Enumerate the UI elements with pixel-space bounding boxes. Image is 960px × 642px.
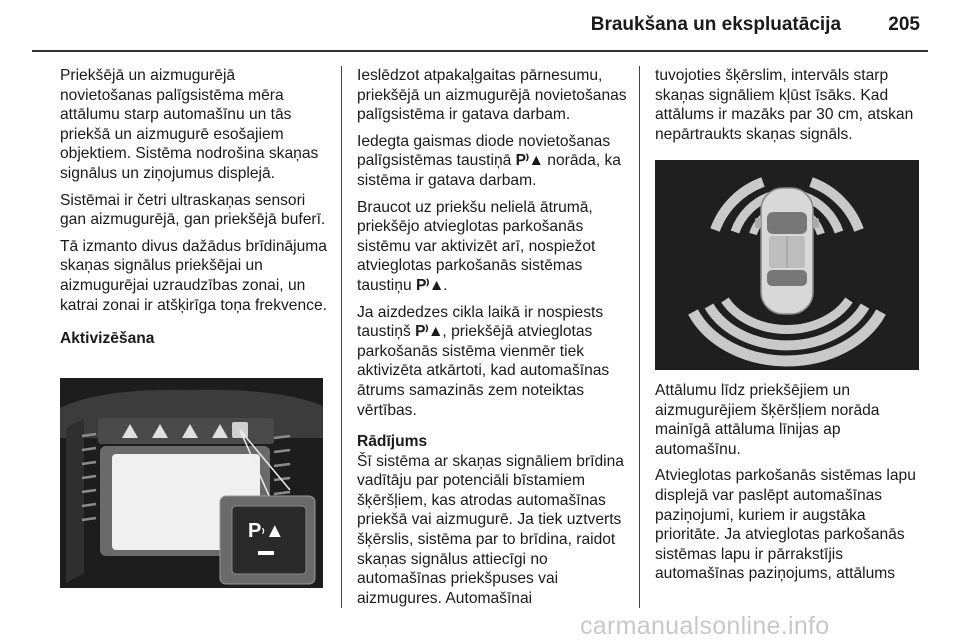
paragraph: Tā izmanto divus dažādus brīdinājuma skaņas signālus priekšējai un aizmugurējai uzraudzības zonai, un katrai zonai ir atšķirīga toņa frekvence.	[60, 237, 327, 314]
page-number: 205	[888, 14, 920, 35]
page-title: Braukšana un ekspluatācija	[590, 14, 842, 35]
button-led-indicator	[258, 551, 274, 555]
paragraph: Sistēmai ir četri ultraskaņas sensori gan aizmugurējā, gan priekšējā buferī.	[60, 191, 326, 229]
paragraph: Attālumu līdz priekšējiem un aizmugurējiem šķēršļiem norāda mainīgā attāluma līnijas ap automašīnu.	[655, 382, 880, 458]
column-3-lower	[655, 381, 925, 591]
text-fragment: Iedegta gaismas diode novietošanas palīgsistēmas taustiņā	[357, 132, 611, 170]
text-fragment: Braucot uz priekšu nelielā ātrumā, priekšējo atvieglotas parkošanās sistēmu var aktivizēt arī, nospiežot atvieglotas parkošanās sistēmas taustiņu	[357, 198, 596, 294]
header-rule	[32, 50, 928, 52]
column-divider	[341, 66, 342, 608]
paragraph: Atvieglotas parkošanās sistēmas lapu displejā var paslēpt automašīnas paziņojumi, kuriem ir augstāka prioritāte. Ja atvieglotas parkošanās sistēmas lapu ir pārrakstījis automašīnas paziņojums, attālums	[655, 467, 916, 583]
column-3	[655, 66, 925, 151]
section-heading-activation: Aktivizēšana	[60, 330, 155, 348]
paragraph: Priekšējā un aizmugurējā novietošanas palīgsistēma mēra attālumu starp automašīnu un tās priekšā un aizmugurē esošajiem objektiem. Sistēma nodrošina skaņas signālus un ziņojumus displejā.	[60, 67, 319, 182]
column-2	[357, 66, 627, 615]
paragraph: Šī sistēma ar skaņas signāliem brīdina vadītāju par potenciāli bīstamiem šķēršļiem, kas atrodas automašīnas priekšā vai aizmugurē. Ja tiek uztverts šķērslis, sistēma par to brīdina, raidot skaņas signālus attiecīgi no automašīnas priekšpuses vai aizmugures. Automašīnai	[357, 452, 624, 607]
section-heading-display: Rādījums	[357, 433, 428, 451]
paragraph	[357, 198, 627, 296]
dashboard-button-illustration	[60, 378, 323, 588]
paragraph	[357, 132, 627, 191]
paragraph	[357, 303, 627, 421]
text-fragment: , priekšējā atvieglotas parkošanās sistēma vienmēr tiek aktivizēta atkārtoti, kad automašīnas ātrums samazinās zem noteiktas vērtības.	[357, 323, 610, 419]
text-fragment: norāda, ka sistēma ir gatava darbam.	[357, 152, 621, 189]
column-divider	[639, 66, 640, 608]
watermark: carmanualsonline.info	[580, 612, 830, 640]
parking-button-icon: P⁾▲	[515, 152, 543, 170]
page-header	[591, 14, 920, 36]
parking-button-icon: P⁾▲	[415, 323, 443, 341]
column-1	[60, 66, 330, 351]
paragraph: tuvojoties šķērslim, intervāls starp skaņas signāliem kļūst īsāks. Kad attālums ir mazāks par 30 cm, atskan nepārtraukts skaņas signāls.	[655, 67, 914, 143]
car-distance-lines-illustration	[655, 160, 919, 370]
text-fragment: Ja aizdedzes cikla laikā ir nospiests taustiņš	[357, 303, 604, 341]
text-fragment: .	[443, 276, 448, 294]
paragraph: Ieslēdzot atpakaļgaitas pārnesumu, priekšējā un aizmugurējā novietošanas palīgsistēma ir gatava darbam.	[357, 67, 627, 124]
parking-assist-button-glyph: P⁾▲	[248, 520, 285, 542]
parking-button-icon: P⁾▲	[415, 276, 444, 294]
